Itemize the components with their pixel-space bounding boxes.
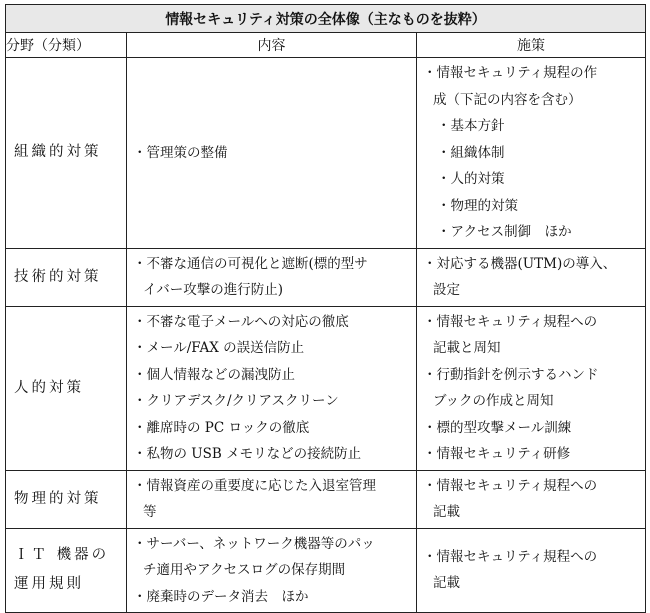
- content-line: ・管理策の整備: [133, 144, 228, 161]
- measure-line: ・情報セキュリティ規程への: [423, 477, 598, 494]
- content-cell: [127, 248, 417, 306]
- content-line: ・クリアデスク/クリアスクリーン: [133, 393, 339, 409]
- category-line: ＩＴ 機器の: [14, 547, 110, 564]
- content-line: ・個人情報などの漏洩防止: [133, 366, 295, 383]
- content-line: ・離席時の PC ロックの徹底: [133, 419, 310, 436]
- content-line: ・廃棄時のデータ消去 ほか: [133, 588, 309, 605]
- policy-table-wrapper: [5, 4, 645, 613]
- measure-line: ・情報セキュリティ研修: [423, 446, 571, 462]
- measure-line: ・情報セキュリティ規程の作: [423, 65, 598, 81]
- content-line: ・メール/FAX の誤送信防止: [133, 340, 305, 356]
- measure-subitem: ・基本方針: [437, 118, 505, 134]
- content-line: イバー攻撃の進行防止): [143, 282, 283, 298]
- measure-subitem: ・物理的対策: [437, 197, 518, 214]
- table-row: [6, 58, 646, 249]
- content-line: ・情報資産の重要度に応じた入退室管理: [133, 477, 376, 494]
- title-row: [6, 5, 646, 33]
- table-title: 情報セキュリティ対策の全体像（主なものを抜粋）: [6, 5, 646, 33]
- category-physical: 物理的対策: [6, 470, 127, 528]
- table-row: [6, 306, 646, 470]
- category-human: 人的対策: [6, 306, 127, 470]
- content-cell: [127, 58, 417, 249]
- content-cell: [127, 470, 417, 528]
- content-line: ・私物の USB メモリなどの接続防止: [133, 446, 362, 462]
- category-organizational: 組織的対策: [6, 58, 127, 249]
- category-it-operation: [6, 528, 127, 613]
- table-row: [6, 528, 646, 613]
- measure-line: ・対応する機器(UTM)の導入、: [423, 255, 617, 272]
- header-measures: 施策: [417, 33, 646, 58]
- security-measures-table: [5, 4, 646, 613]
- content-line: ・不審な通信の可視化と遮断(標的型サ: [133, 255, 368, 272]
- measure-line: ・標的型攻撃メール訓練: [423, 419, 572, 436]
- measure-line: ・情報セキュリティ規程への: [423, 313, 598, 330]
- measure-line: 記載: [433, 504, 460, 520]
- measures-cell: [417, 58, 646, 249]
- measure-line: 記載と周知: [433, 340, 501, 356]
- table-row: [6, 248, 646, 306]
- measure-line: ・行動指針を例示するハンド: [423, 366, 599, 383]
- measure-subitem: ・アクセス制御 ほか: [437, 224, 572, 240]
- measures-cell: [417, 306, 646, 470]
- measure-line: 設定: [433, 282, 460, 298]
- content-line: ・不審な電子メールへの対応の徹底: [133, 313, 349, 330]
- measure-subitem: ・人的対策: [437, 171, 505, 187]
- table-row: [6, 470, 646, 528]
- measure-line: 記載: [433, 575, 460, 592]
- measure-line: ・情報セキュリティ規程への: [423, 548, 598, 565]
- content-line: ・サーバー、ネットワーク機器等のパッ: [133, 535, 375, 552]
- header-field: 分野（分類）: [6, 33, 127, 58]
- measures-cell: [417, 528, 646, 613]
- content-line: 等: [143, 504, 157, 520]
- measures-cell: [417, 470, 646, 528]
- header-row: [6, 33, 646, 58]
- category-line: 運用規則: [14, 576, 84, 593]
- content-line: チ適用やアクセスログの保存期間: [143, 562, 346, 578]
- measures-cell: [417, 248, 646, 306]
- measure-line: ブックの作成と周知: [433, 393, 554, 409]
- content-cell: [127, 306, 417, 470]
- header-content: 内容: [127, 33, 417, 58]
- measure-line: 成（下記の内容を含む）: [433, 91, 582, 108]
- measure-subitem: ・組織体制: [437, 144, 505, 161]
- content-cell: [127, 528, 417, 613]
- category-technical: 技術的対策: [6, 248, 127, 306]
